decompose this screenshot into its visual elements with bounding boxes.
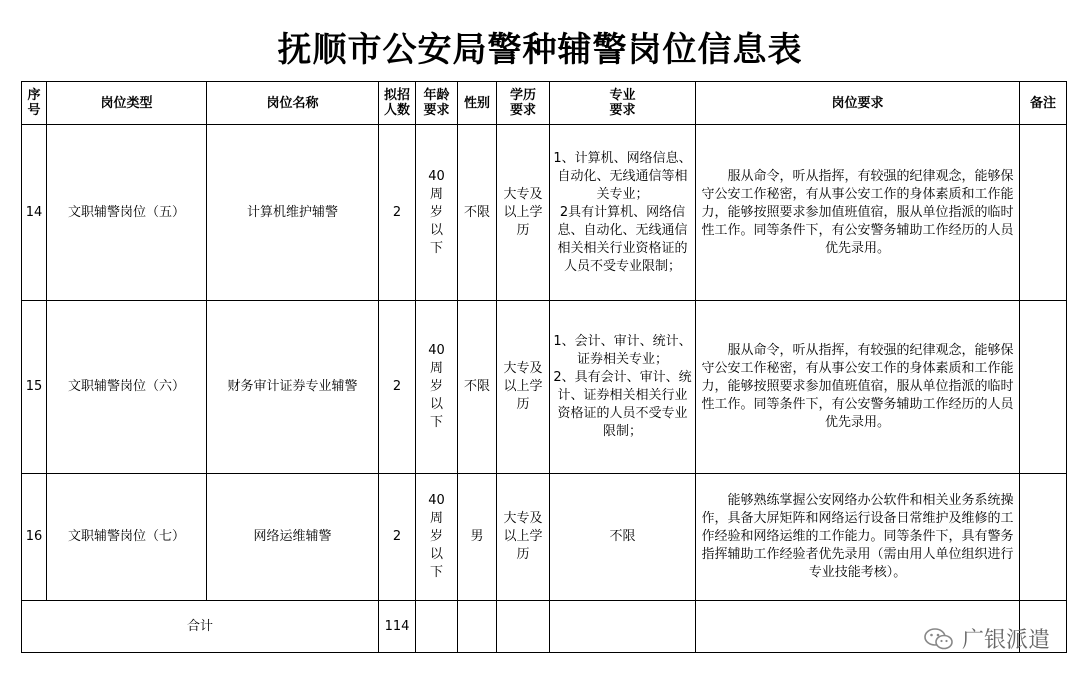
cell-gender: 不限: [458, 125, 497, 301]
total-count: 114: [379, 601, 416, 653]
cell-age: 40周岁以下: [416, 301, 458, 474]
cell-age: 40周岁以下: [416, 474, 458, 601]
cell-edu: 大专及以上学历: [497, 301, 550, 474]
requirements-text: 服从命令，听从指挥，有较强的纪律观念，能够保守公安工作秘密，有从事公安工作的身体素质和工作能力，能够按照要求参加值班值宿，服从单位指派的临时性工作。同等条件下，有公安警务辅助工作经历的人员优先录用。: [701, 343, 1014, 430]
cell-gender: 男: [458, 474, 497, 601]
cell-seq: 16: [22, 474, 47, 601]
cell-major: 不限: [550, 474, 696, 601]
cell-major: 1、计算机、网络信息、自动化、无线通信等相关专业； 2具有计算机、网络信息、自动化、无线通信相关相关行业资格证的人员不受专业限制；: [550, 125, 696, 301]
page-title: 抚顺市公安局警种辅警岗位信息表: [277, 30, 803, 70]
table-row: [22, 125, 1067, 301]
cell-note: [1020, 125, 1067, 301]
wechat-icon: [924, 627, 954, 651]
header-type: 岗位类型: [47, 82, 207, 125]
header-note: 备注: [1020, 82, 1067, 125]
header-gender: 性别: [458, 82, 497, 125]
cell-name: 计算机维护辅警: [207, 125, 379, 301]
total-empty: [458, 601, 497, 653]
cell-note: [1020, 474, 1067, 601]
cell-count: 2: [379, 301, 416, 474]
header-name: 岗位名称: [207, 82, 379, 125]
cell-seq: 14: [22, 125, 47, 301]
cell-edu: 大专及以上学历: [497, 125, 550, 301]
cell-note: [1020, 301, 1067, 474]
header-age: 年龄要求: [416, 82, 458, 125]
cell-type: 文职辅警岗位（六）: [47, 301, 207, 474]
cell-count: 2: [379, 125, 416, 301]
total-empty: [497, 601, 550, 653]
cell-gender: 不限: [458, 301, 497, 474]
cell-age: 40周岁以下: [416, 125, 458, 301]
position-table: [21, 81, 1067, 653]
cell-seq: 15: [22, 301, 47, 474]
cell-name: 网络运维辅警: [207, 474, 379, 601]
requirements-text: 能够熟练掌握公安网络办公软件和相关业务系统操作，具备大屏矩阵和网络运行设备日常维护及维修的工作经验和网络运维的工作能力。同等条件下，具有警务指挥辅助工作经验者优先录用（需由用人单位组织进行专业技能考核）。: [701, 493, 1014, 580]
cell-requirements: [696, 125, 1020, 301]
total-row: [22, 601, 1067, 653]
cell-name: 财务审计证券专业辅警: [207, 301, 379, 474]
cell-major: 1、会计、审计、统计、证券相关专业； 2、具有会计、审计、统计、证券相关相关行业资格证的人员不受专业限制；: [550, 301, 696, 474]
header-count: 拟招人数: [379, 82, 416, 125]
cell-requirements: [696, 301, 1020, 474]
header-req: 岗位要求: [696, 82, 1020, 125]
table-row: [22, 301, 1067, 474]
cell-requirements: [696, 474, 1020, 601]
cell-type: 文职辅警岗位（五）: [47, 125, 207, 301]
requirements-text: 服从命令，听从指挥，有较强的纪律观念，能够保守公安工作秘密，有从事公安工作的身体素质和工作能力，能够按照要求参加值班值宿，服从单位指派的临时性工作。同等条件下，有公安警务辅助工作经历的人员优先录用。: [701, 168, 1014, 256]
table-header-row: [22, 82, 1067, 125]
total-label: 合计: [22, 601, 379, 653]
watermark: [924, 623, 1050, 654]
total-empty: [416, 601, 458, 653]
watermark-text: 广银派遣: [961, 628, 1050, 653]
total-empty: [550, 601, 696, 653]
header-major: 专业要求: [550, 82, 696, 125]
cell-edu: 大专及以上学历: [497, 474, 550, 601]
header-seq: 序号: [22, 82, 47, 125]
cell-count: 2: [379, 474, 416, 601]
header-edu: 学历要求: [497, 82, 550, 125]
table-row: [22, 474, 1067, 601]
cell-type: 文职辅警岗位（七）: [47, 474, 207, 601]
